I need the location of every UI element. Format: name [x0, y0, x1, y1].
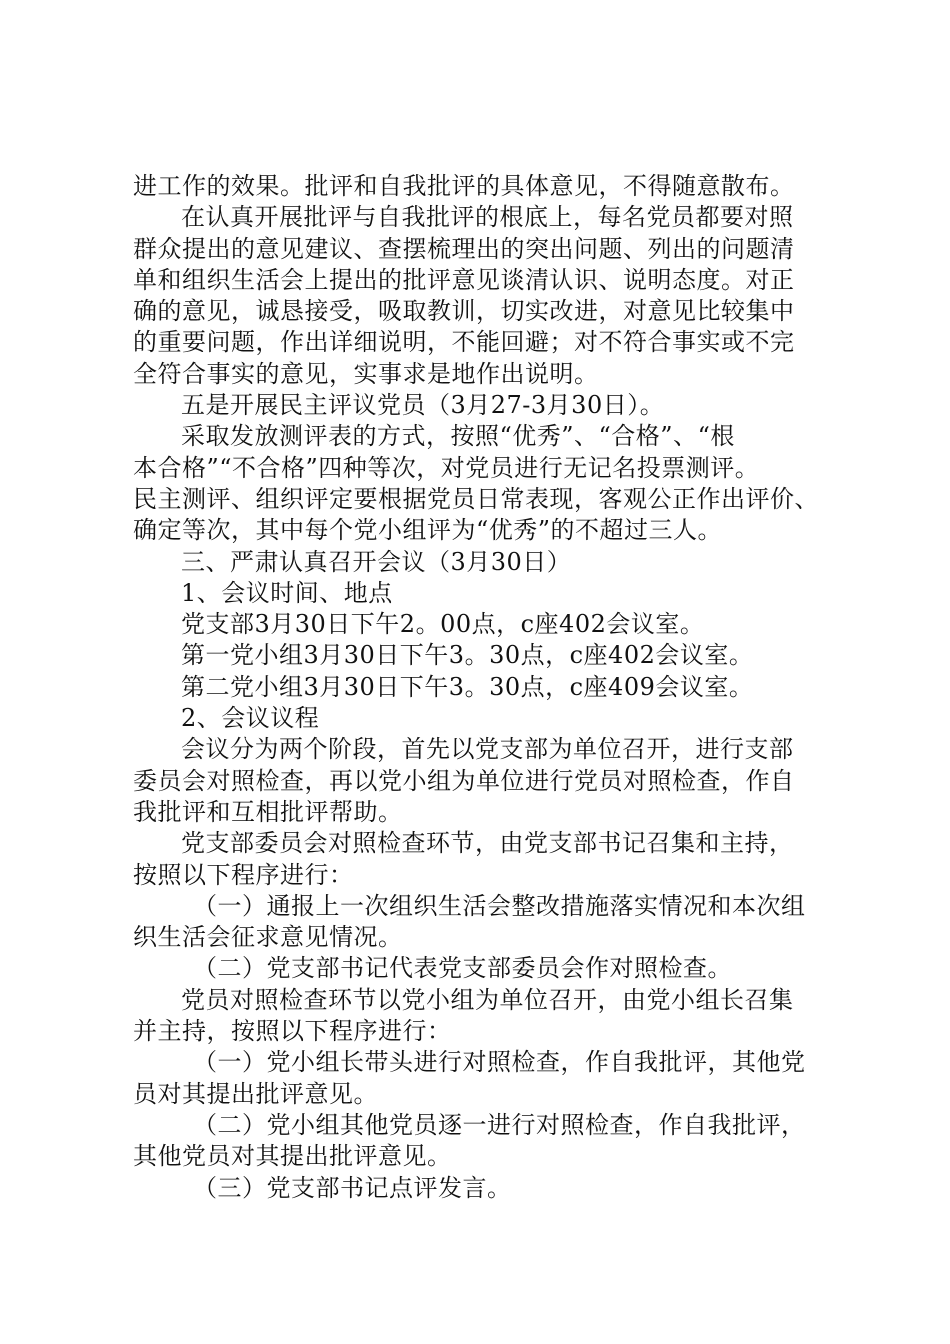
procedure-item: 员对其提出批评意见。 — [133, 1079, 378, 1108]
schedule-item: 第一党小组3月30日下午3。30点，c座402会议室。 — [181, 641, 754, 670]
section-heading: 五是开展民主评议党员（3月27-3月30日）。 — [181, 391, 665, 420]
paragraph-line: 群众提出的意见建议、查摆梳理出的突出问题、列出的问题清 — [133, 234, 795, 263]
paragraph-line: 党员对照检查环节以党小组为单位召开，由党小组长召集 — [181, 985, 794, 1014]
procedure-item: （二）党支部书记代表党支部委员会作对照检查。 — [193, 954, 732, 983]
schedule-item: 党支部3月30日下午2。00点，c座402会议室。 — [181, 610, 705, 639]
paragraph-line: 的重要问题，作出详细说明，不能回避；对不符合事实或不完 — [133, 328, 795, 357]
document-body — [133, 171, 823, 1204]
procedure-item: （一）通报上一次组织生活会整改措施落实情况和本次组 — [193, 891, 806, 920]
paragraph-line: 确定等次，其中每个党小组评为“优秀”的不超过三人。 — [133, 516, 723, 545]
paragraph-line: 民主测评、组织评定要根据党员日常表现，客观公正作出评价、 — [133, 484, 819, 513]
section-heading: 三、严肃认真召开会议（3月30日） — [181, 547, 572, 576]
procedure-item: （一）党小组长带头进行对照检查，作自我批评，其他党 — [193, 1048, 806, 1077]
paragraph-line: 我批评和互相批评帮助。 — [133, 797, 403, 826]
schedule-item: 第二党小组3月30日下午3。30点，c座409会议室。 — [181, 672, 754, 701]
paragraph-line: 单和组织生活会上提出的批评意见谈清认识、说明态度。对正 — [133, 265, 795, 294]
paragraph-line: 党支部委员会对照检查环节，由党支部书记召集和主持， — [181, 829, 794, 858]
paragraph-line: 确的意见，诚恳接受，吸取教训，切实改进，对意见比较集中 — [133, 297, 795, 326]
paragraph-line: 本合格”“不合格”四种等次，对党员进行无记名投票测评。 — [133, 453, 760, 482]
procedure-item: 其他党员对其提出批评意见。 — [133, 1142, 452, 1171]
paragraph-line: 采取发放测评表的方式，按照“优秀”、“合格”、“根 — [181, 422, 735, 451]
paragraph-line: 按照以下程序进行： — [133, 860, 354, 889]
paragraph-line: 进工作的效果。批评和自我批评的具体意见，不得随意散布。 — [133, 172, 795, 200]
procedure-item: 织生活会征求意见情况。 — [133, 923, 403, 952]
paragraph-line: 委员会对照检查，再以党小组为单位进行党员对照检查，作自 — [133, 766, 795, 795]
procedure-item: （三）党支部书记点评发言。 — [193, 1173, 512, 1202]
paragraph-line: 会议分为两个阶段，首先以党支部为单位召开，进行支部 — [181, 735, 794, 764]
procedure-item: （二）党小组其他党员逐一进行对照检查，作自我批评， — [193, 1110, 806, 1139]
paragraph-line: 全符合事实的意见，实事求是地作出说明。 — [133, 359, 599, 388]
paragraph-line: 并主持，按照以下程序进行： — [133, 1017, 452, 1046]
paragraph-line: 在认真开展批评与自我批评的根底上，每名党员都要对照 — [181, 203, 794, 232]
subsection-heading: 1、会议时间、地点 — [181, 578, 393, 607]
subsection-heading: 2、会议议程 — [181, 704, 320, 733]
